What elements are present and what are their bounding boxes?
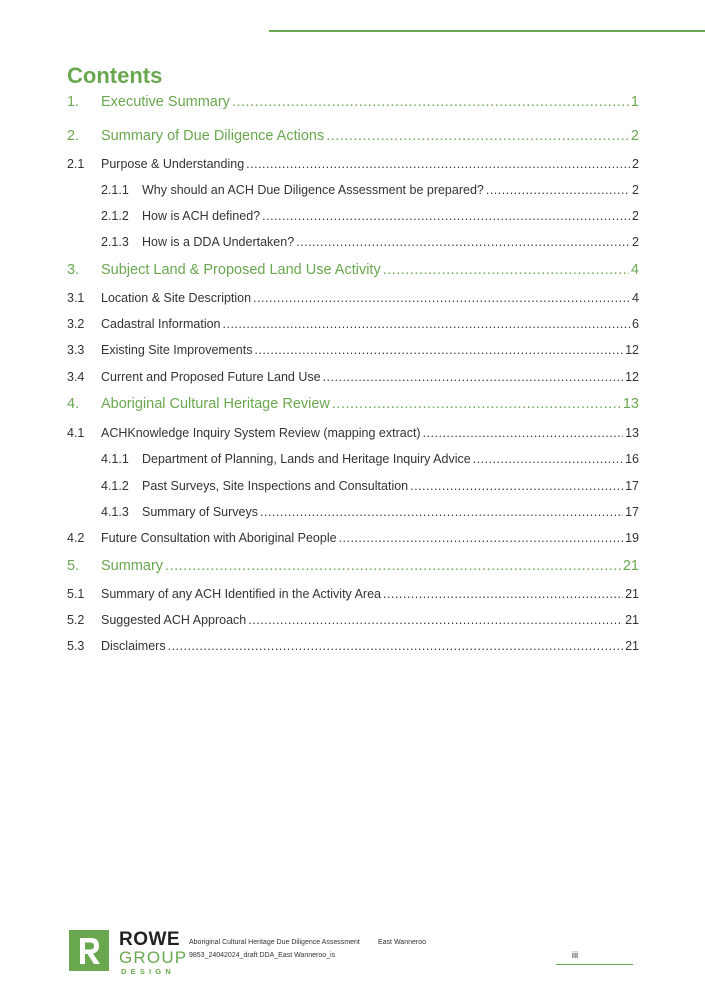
toc-page: 21 (622, 558, 639, 574)
toc-page: 2 (632, 235, 639, 249)
toc-leader (326, 128, 629, 144)
toc-number: 1. (67, 94, 80, 110)
toc-page: 17 (625, 479, 639, 493)
toc-leader (383, 262, 629, 278)
toc-number: 3.4 (67, 370, 85, 384)
company-logo (69, 929, 188, 978)
toc-entry[interactable] (67, 128, 639, 144)
toc-entry[interactable] (67, 317, 639, 331)
toc-number: 2.1.2 (101, 209, 129, 223)
toc-leader (246, 157, 630, 171)
toc-leader (423, 426, 624, 440)
toc-page: 4 (632, 291, 639, 305)
toc-label: Suggested ACH Approach (101, 613, 247, 627)
toc-page: 4 (630, 262, 639, 278)
toc-number: 2.1.1 (101, 183, 129, 197)
toc-number: 4.1.3 (101, 505, 129, 519)
toc-leader (168, 639, 624, 653)
toc-number: 4.1.1 (101, 452, 129, 466)
toc-label: Summary of any ACH Identified in the Activity Area (101, 587, 381, 601)
toc-entry[interactable] (67, 426, 639, 440)
toc-page: 12 (625, 370, 639, 384)
toc-label: Location & Site Description (101, 291, 252, 305)
toc-page: 6 (632, 317, 639, 331)
toc-label: Why should an ACH Due Diligence Assessment be prepared? (142, 183, 484, 197)
toc-page: 2 (630, 128, 639, 144)
toc-label: Subject Land & Proposed Land Use Activity (101, 262, 381, 278)
toc-label: Purpose & Understanding (101, 157, 245, 171)
toc-leader (339, 531, 624, 545)
toc-page: 2 (632, 183, 639, 197)
toc-leader (253, 291, 630, 305)
toc-label: Current and Proposed Future Land Use (101, 370, 321, 384)
footer-document-title: Aboriginal Cultural Heritage Due Diligence Assessment (189, 939, 360, 946)
logo-wordmark-rowe: ROWE (119, 929, 181, 950)
toc-label: Disclaimers (101, 639, 166, 653)
toc-page: 13 (622, 396, 639, 412)
toc-number: 5.1 (67, 587, 85, 601)
toc-entry[interactable] (67, 613, 639, 627)
toc-number: 5.2 (67, 613, 85, 627)
toc-entry[interactable] (67, 370, 639, 384)
toc-leader (473, 452, 623, 466)
toc-number: 5.3 (67, 639, 85, 653)
toc-leader (232, 94, 629, 110)
toc-number: 2.1 (67, 157, 85, 171)
toc-page: 21 (625, 587, 639, 601)
toc-entry[interactable] (67, 183, 639, 197)
toc-number: 2.1.3 (101, 235, 129, 249)
toc-page: 12 (625, 343, 639, 357)
toc-entry[interactable] (67, 452, 639, 466)
toc-label: Aboriginal Cultural Heritage Review (101, 396, 330, 412)
toc-page: 17 (625, 505, 639, 519)
toc-page: 2 (632, 209, 639, 223)
toc-leader (486, 183, 630, 197)
toc-entry[interactable] (67, 531, 639, 545)
toc-label: Existing Site Improvements (101, 343, 253, 357)
toc-entry[interactable] (67, 343, 639, 357)
toc-label: Cadastral Information (101, 317, 221, 331)
toc-page: 13 (625, 426, 639, 440)
toc-number: 3.2 (67, 317, 85, 331)
toc-entry[interactable] (67, 157, 639, 171)
toc-label: Summary (101, 558, 164, 574)
toc-label: Department of Planning, Lands and Heritage Inquiry Advice (142, 452, 471, 466)
toc-leader (260, 505, 623, 519)
toc-number: 3.1 (67, 291, 85, 305)
toc-number: 2. (67, 128, 80, 144)
toc-label: How is ACH defined? (142, 209, 261, 223)
toc-entry[interactable] (67, 262, 639, 278)
toc-entry[interactable] (67, 558, 639, 574)
toc-label: ACHKnowledge Inquiry System Review (mapping extract) (101, 426, 421, 440)
header-rule (269, 30, 705, 32)
toc-number: 4.1.2 (101, 479, 129, 493)
logo-wordmark-design: DESIGN (121, 967, 175, 976)
toc-entry[interactable] (67, 396, 639, 412)
toc-entry[interactable] (67, 291, 639, 305)
toc-page: 21 (625, 613, 639, 627)
toc-entry[interactable] (67, 235, 639, 249)
page-title: Contents (67, 63, 163, 88)
toc-leader (410, 479, 623, 493)
toc-label: How is a DDA Undertaken? (142, 235, 295, 249)
toc-leader (296, 235, 630, 249)
toc-label: Summary of Surveys (142, 505, 259, 519)
toc-number: 5. (67, 558, 80, 574)
toc-leader (223, 317, 631, 331)
toc-leader (383, 587, 623, 601)
toc-leader (165, 558, 621, 574)
toc-page: 1 (630, 94, 639, 110)
toc-page: 16 (625, 452, 639, 466)
toc-page: 19 (625, 531, 639, 545)
toc-entry[interactable] (67, 209, 639, 223)
toc-label: Future Consultation with Aboriginal People (101, 531, 337, 545)
toc-number: 4.1 (67, 426, 85, 440)
toc-label: Summary of Due Diligence Actions (101, 128, 325, 144)
toc-entry[interactable] (67, 639, 639, 653)
toc-leader (248, 613, 623, 627)
toc-page: 21 (625, 639, 639, 653)
logo-wordmark-group: GROUP (119, 948, 188, 967)
toc-leader (254, 343, 623, 357)
toc-entry[interactable] (67, 94, 639, 110)
toc-number: 4. (67, 396, 80, 412)
toc-leader (332, 396, 621, 412)
toc-page: 2 (632, 157, 639, 171)
toc-number: 3. (67, 262, 80, 278)
footer-document-reference: 9853_24042024_draft DDA_East Wanneroo_is (189, 952, 336, 959)
page-number-rule (556, 964, 633, 965)
toc-leader (323, 370, 624, 384)
toc-leader (262, 209, 630, 223)
page-number: iii (571, 950, 579, 961)
toc-entry[interactable] (67, 587, 639, 601)
footer-location: East Wanneroo (378, 939, 426, 946)
toc-label: Past Surveys, Site Inspections and Consultation (142, 479, 409, 493)
toc-entry[interactable] (67, 505, 639, 519)
page-footer (0, 925, 705, 997)
toc-entry[interactable] (67, 479, 639, 493)
toc-number: 4.2 (67, 531, 85, 545)
toc-number: 3.3 (67, 343, 85, 357)
logo-mark-icon (69, 930, 109, 971)
toc-label: Executive Summary (101, 94, 230, 110)
